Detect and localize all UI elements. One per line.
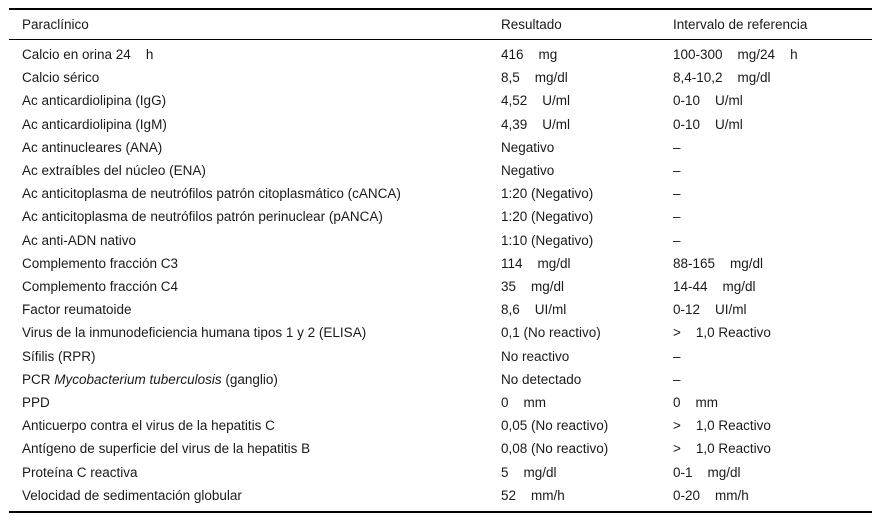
paraclinico-cell: PCR Mycobacterium tuberculosis (ganglio) — [22, 371, 278, 387]
lab-results-table-container — [9, 8, 872, 513]
resultado-cell: 0 mm — [501, 395, 547, 411]
table-row — [9, 368, 872, 391]
paraclinico-cell: Ac anticardiolipina (IgM) — [22, 116, 167, 132]
referencia-cell: – — [673, 209, 681, 225]
resultado-cell: 0,05 (No reactivo) — [501, 418, 609, 434]
referencia-cell: 0 mm — [673, 395, 719, 411]
table-row — [9, 159, 872, 182]
paraclinico-cell: Velocidad de sedimentación globular — [22, 487, 242, 503]
resultado-cell: 0,1 (No reactivo) — [501, 325, 601, 341]
referencia-cell: 0-1 mg/dl — [673, 464, 741, 480]
referencia-cell: – — [673, 186, 681, 202]
resultado-cell: 52 mm/h — [501, 487, 565, 503]
referencia-cell: 0-10 U/ml — [673, 116, 743, 132]
referencia-cell: > 1,0 Reactivo — [673, 418, 771, 434]
table-row — [9, 484, 872, 511]
paraclinico-cell: Ac anticitoplasma de neutrófilos patrón citoplasmático (cANCA) — [22, 186, 401, 202]
paraclinico-cell: Anticuerpo contra el virus de la hepatitis C — [22, 418, 275, 434]
table-row — [9, 461, 872, 484]
referencia-cell: 0-12 UI/ml — [673, 302, 747, 318]
table-row — [9, 414, 872, 437]
referencia-cell: 8,4-10,2 mg/dl — [673, 70, 771, 86]
column-header-resultado: Resultado — [501, 10, 673, 40]
resultado-cell: Negativo — [501, 163, 555, 179]
resultado-cell: No detectado — [501, 371, 582, 387]
referencia-cell: > 1,0 Reactivo — [673, 441, 771, 457]
resultado-cell: No reactivo — [501, 348, 570, 364]
table-row — [9, 298, 872, 321]
table-row — [9, 437, 872, 460]
resultado-cell: 1:20 (Negativo) — [501, 209, 594, 225]
paraclinico-cell: Factor reumatoide — [22, 302, 132, 318]
resultado-cell: 4,52 U/ml — [501, 93, 571, 109]
referencia-cell: – — [673, 232, 681, 248]
paraclinico-cell: Sífilis (RPR) — [22, 348, 96, 364]
paraclinico-cell: Calcio sérico — [22, 70, 100, 86]
paraclinico-cell: Calcio en orina 24 h — [22, 47, 154, 62]
resultado-cell: 35 mg/dl — [501, 279, 565, 295]
table-row — [9, 391, 872, 414]
referencia-cell: 88-165 mg/dl — [673, 255, 764, 271]
table-body — [9, 40, 872, 512]
paraclinico-cell: Antígeno de superficie del virus de la hepatitis B — [22, 441, 311, 457]
column-header-paraclinico: Paraclínico — [9, 10, 501, 40]
table-row — [9, 275, 872, 298]
paraclinico-cell: Ac extraíbles del núcleo (ENA) — [22, 163, 206, 179]
table-row — [9, 66, 872, 89]
table-header — [9, 10, 872, 40]
table-row — [9, 229, 872, 252]
referencia-cell: 0-10 U/ml — [673, 93, 743, 109]
paraclinico-cell: Complemento fracción C3 — [22, 255, 179, 271]
paraclinico-cell: Ac anticardiolipina (IgG) — [22, 93, 167, 109]
table-row — [9, 113, 872, 136]
table-row — [9, 205, 872, 228]
resultado-cell: 1:10 (Negativo) — [501, 232, 594, 248]
resultado-cell: 0,08 (No reactivo) — [501, 441, 609, 457]
resultado-cell: 1:20 (Negativo) — [501, 186, 594, 202]
paraclinico-cell: Proteína C reactiva — [22, 464, 138, 480]
table-row — [9, 182, 872, 205]
table-row — [9, 321, 872, 344]
referencia-cell: > 1,0 Reactivo — [673, 325, 771, 341]
paraclinico-cell: Ac anticitoplasma de neutrófilos patrón perinuclear (pANCA) — [22, 209, 383, 225]
referencia-cell: 14-44 mg/dl — [673, 279, 756, 295]
paraclinico-cell: Ac anti-ADN nativo — [22, 232, 137, 248]
resultado-cell: 114 mg/dl — [501, 255, 571, 271]
lab-results-table — [9, 10, 872, 511]
header-row — [9, 10, 872, 40]
column-header-intervalo: Intervalo de referencia — [673, 10, 872, 40]
resultado-cell: 416 mg — [501, 47, 558, 62]
referencia-cell: – — [673, 139, 681, 155]
resultado-cell: Negativo — [501, 139, 555, 155]
referencia-cell: – — [673, 348, 681, 364]
referencia-cell: – — [673, 371, 681, 387]
paraclinico-cell: Ac antinucleares (ANA) — [22, 139, 163, 155]
resultado-cell: 4,39 U/ml — [501, 116, 571, 132]
table-row — [9, 345, 872, 368]
table-row — [9, 136, 872, 159]
referencia-cell: 0-20 mm/h — [673, 487, 749, 503]
referencia-cell: 100-300 mg/24 h — [673, 47, 798, 62]
paraclinico-cell: PPD — [22, 395, 50, 411]
resultado-cell: 8,5 mg/dl — [501, 70, 568, 86]
table-row — [9, 40, 872, 67]
table-row — [9, 252, 872, 275]
paraclinico-cell: Complemento fracción C4 — [22, 279, 179, 295]
referencia-cell: – — [673, 163, 681, 179]
resultado-cell: 8,6 UI/ml — [501, 302, 567, 318]
resultado-cell: 5 mg/dl — [501, 464, 557, 480]
paraclinico-cell: Virus de la inmunodeficiencia humana tipos 1 y 2 (ELISA) — [22, 325, 367, 341]
table-row — [9, 89, 872, 112]
